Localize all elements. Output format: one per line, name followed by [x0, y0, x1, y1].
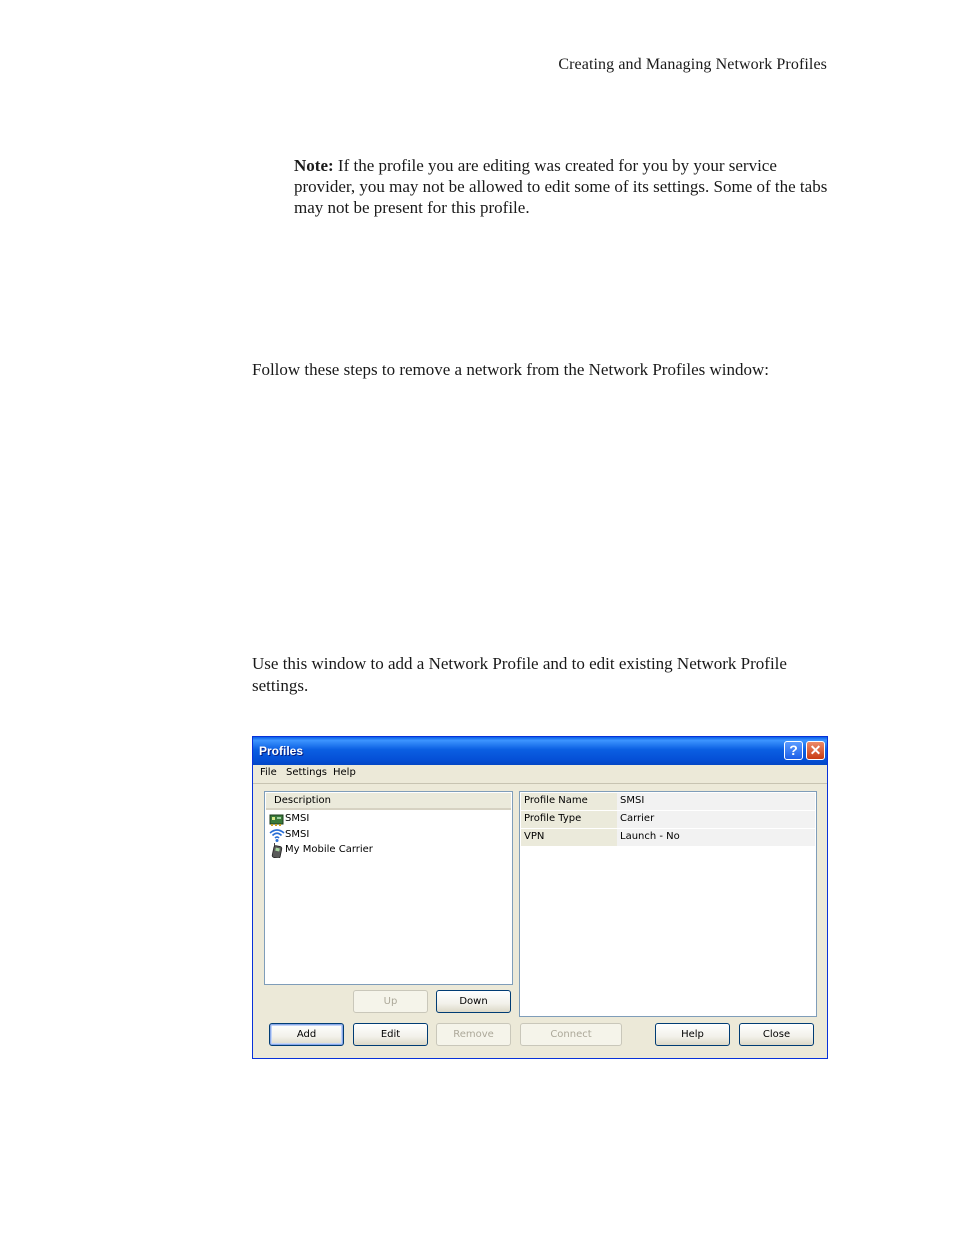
edit-button[interactable]: Edit: [353, 1023, 428, 1046]
property-row: [521, 793, 815, 812]
titlebar-help-button[interactable]: ?: [784, 741, 803, 760]
property-key: Profile Type: [524, 813, 582, 824]
property-value: SMSI: [620, 795, 645, 806]
wifi-icon: [269, 828, 285, 843]
dialog-titlebar[interactable]: [253, 737, 827, 765]
note-label: Note:: [294, 156, 334, 175]
menu-bar: [253, 765, 827, 784]
profile-properties: [519, 791, 817, 1017]
remove-button[interactable]: Remove: [436, 1023, 511, 1046]
help-button[interactable]: Help: [655, 1023, 730, 1046]
note-text: If the profile you are editing was created for you by your service provider, you may not be allowed to edit some of its settings. Some of the tabs may not be present for this profile.: [294, 156, 828, 217]
up-button[interactable]: Up: [353, 990, 428, 1013]
titlebar-close-button[interactable]: ✕: [806, 741, 825, 760]
window-intro: Use this window to add a Network Profile and to edit existing Network Profile settings.: [252, 654, 787, 695]
list-item-label: SMSI: [285, 829, 310, 840]
profiles-dialog: [252, 736, 828, 1059]
property-value: Launch - No: [620, 831, 680, 842]
property-value: Carrier: [620, 813, 655, 824]
dialog-title: Profiles: [259, 744, 304, 758]
menu-file[interactable]: File: [260, 767, 277, 778]
mobile-phone-icon: [269, 843, 285, 858]
list-item-label: SMSI: [285, 813, 310, 824]
property-row: [521, 829, 815, 848]
remove-steps-intro: Follow these steps to remove a network from the Network Profiles window:: [252, 360, 769, 379]
list-column-header[interactable]: [266, 793, 511, 810]
running-header: Creating and Managing Network Profiles: [558, 56, 827, 73]
profile-list[interactable]: [264, 791, 513, 985]
property-key: Profile Name: [524, 795, 588, 806]
menu-settings[interactable]: Settings: [286, 767, 328, 778]
network-card-icon: [269, 812, 285, 827]
connect-button[interactable]: Connect: [520, 1023, 622, 1046]
add-button[interactable]: Add: [269, 1023, 344, 1046]
property-key: VPN: [524, 831, 545, 842]
property-row: [521, 811, 815, 830]
close-button[interactable]: Close: [739, 1023, 814, 1046]
list-item-label: My Mobile Carrier: [285, 844, 373, 855]
menu-help[interactable]: Help: [333, 767, 356, 778]
description-column-label: Description: [274, 795, 331, 806]
down-button[interactable]: Down: [436, 990, 511, 1013]
note-paragraph: [294, 155, 834, 218]
